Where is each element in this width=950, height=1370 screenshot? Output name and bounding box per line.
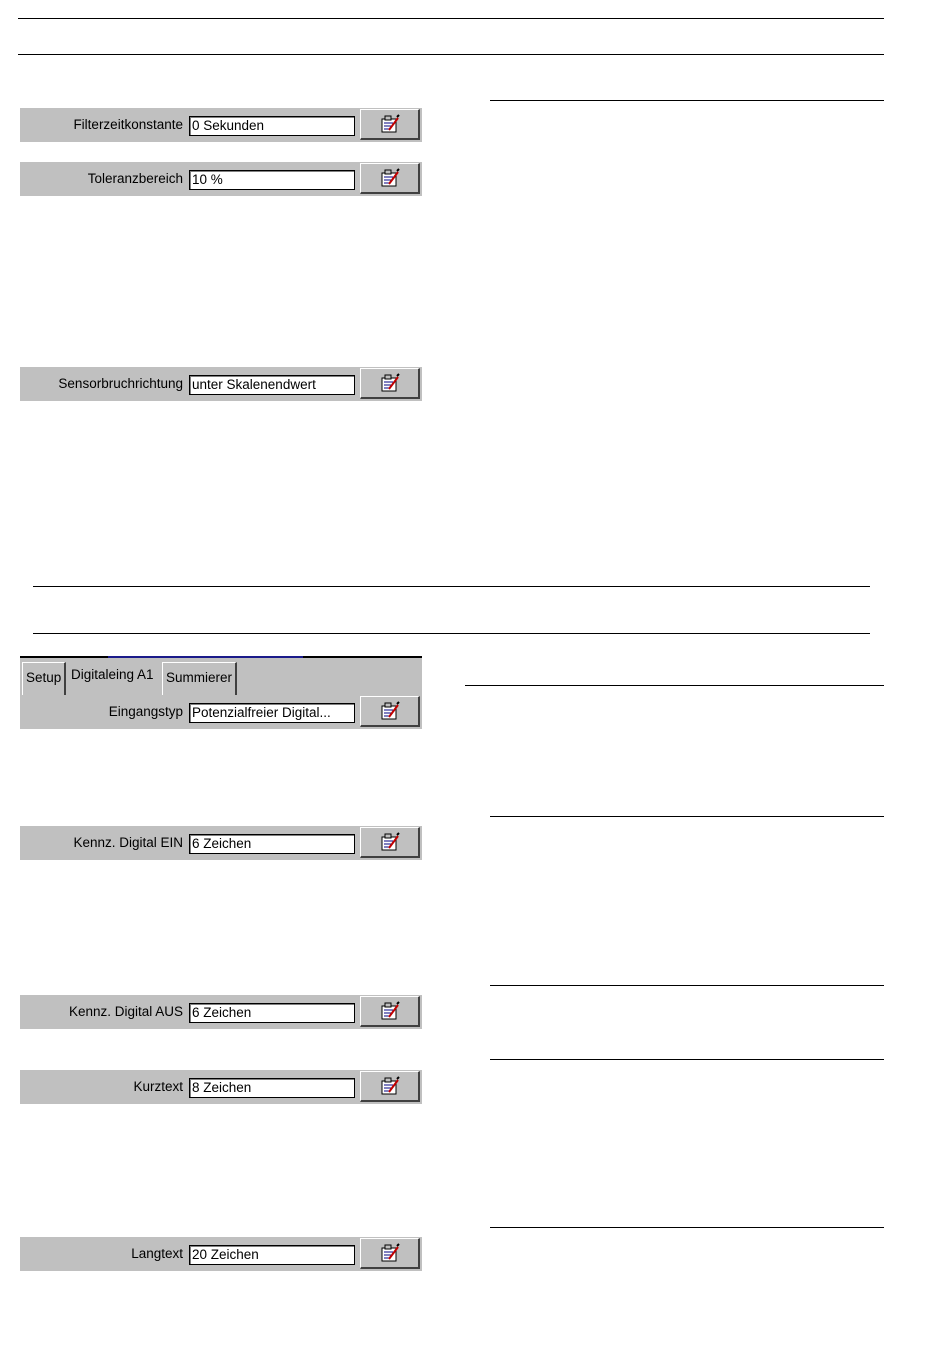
- langtext-row: [20, 1237, 422, 1271]
- eingangstyp-edit-button[interactable]: [360, 696, 420, 727]
- divider: [18, 54, 884, 55]
- kurztext-edit-button[interactable]: [360, 1071, 420, 1102]
- edit-properties-icon: [379, 701, 401, 721]
- kennz-digital-ein-edit-button[interactable]: [360, 827, 420, 858]
- divider: [33, 633, 870, 634]
- kennz-digital-aus-row: [20, 995, 422, 1029]
- kennz-digital-ein-label: Kennz. Digital EIN: [73, 835, 183, 850]
- filterzeitkonstante-row: [20, 108, 422, 142]
- filterzeitkonstante-label: Filterzeitkonstante: [73, 117, 183, 132]
- divider: [490, 1227, 884, 1228]
- divider: [465, 685, 884, 686]
- tab-bar: [20, 656, 422, 695]
- filterzeitkonstante-edit-button[interactable]: [360, 109, 420, 140]
- divider: [490, 816, 884, 817]
- divider: [33, 586, 870, 587]
- tab-summierer[interactable]: Summierer: [162, 662, 237, 696]
- tab-digitaleing-a1[interactable]: Digitaleing A1: [68, 660, 157, 696]
- langtext-field[interactable]: 20 Zeichen: [189, 1245, 355, 1265]
- sensorbruchrichtung-label: Sensorbruchrichtung: [58, 376, 183, 391]
- eingangstyp-field[interactable]: Potenzialfreier Digital...: [189, 703, 355, 723]
- tab-setup[interactable]: Setup: [22, 662, 66, 696]
- tab-bar-accent: [108, 656, 303, 658]
- sensorbruchrichtung-row: [20, 367, 422, 401]
- filterzeitkonstante-field[interactable]: 0 Sekunden: [189, 116, 355, 136]
- divider: [490, 985, 884, 986]
- toleranzbereich-edit-button[interactable]: [360, 163, 420, 194]
- kurztext-field[interactable]: 8 Zeichen: [189, 1078, 355, 1098]
- sensorbruchrichtung-field[interactable]: unter Skalenendwert: [189, 375, 355, 395]
- edit-properties-icon: [379, 373, 401, 393]
- edit-properties-icon: [379, 1243, 401, 1263]
- kennz-digital-ein-row: [20, 826, 422, 860]
- divider: [490, 1059, 884, 1060]
- kennz-digital-ein-field[interactable]: 6 Zeichen: [189, 834, 355, 854]
- sensorbruchrichtung-edit-button[interactable]: [360, 368, 420, 399]
- divider: [18, 18, 884, 19]
- langtext-label: Langtext: [131, 1246, 183, 1261]
- eingangstyp-row: [20, 695, 422, 729]
- edit-properties-icon: [379, 168, 401, 188]
- toleranzbereich-row: [20, 162, 422, 196]
- divider: [490, 100, 884, 101]
- edit-properties-icon: [379, 832, 401, 852]
- kennz-digital-aus-edit-button[interactable]: [360, 996, 420, 1027]
- langtext-edit-button[interactable]: [360, 1238, 420, 1269]
- kurztext-row: [20, 1070, 422, 1104]
- toleranzbereich-field[interactable]: 10 %: [189, 170, 355, 190]
- edit-properties-icon: [379, 1001, 401, 1021]
- edit-properties-icon: [379, 1076, 401, 1096]
- edit-properties-icon: [379, 114, 401, 134]
- kennz-digital-aus-field[interactable]: 6 Zeichen: [189, 1003, 355, 1023]
- kennz-digital-aus-label: Kennz. Digital AUS: [68, 1004, 183, 1019]
- kurztext-label: Kurztext: [133, 1079, 183, 1094]
- eingangstyp-label: Eingangstyp: [108, 704, 183, 719]
- toleranzbereich-label: Toleranzbereich: [87, 171, 183, 186]
